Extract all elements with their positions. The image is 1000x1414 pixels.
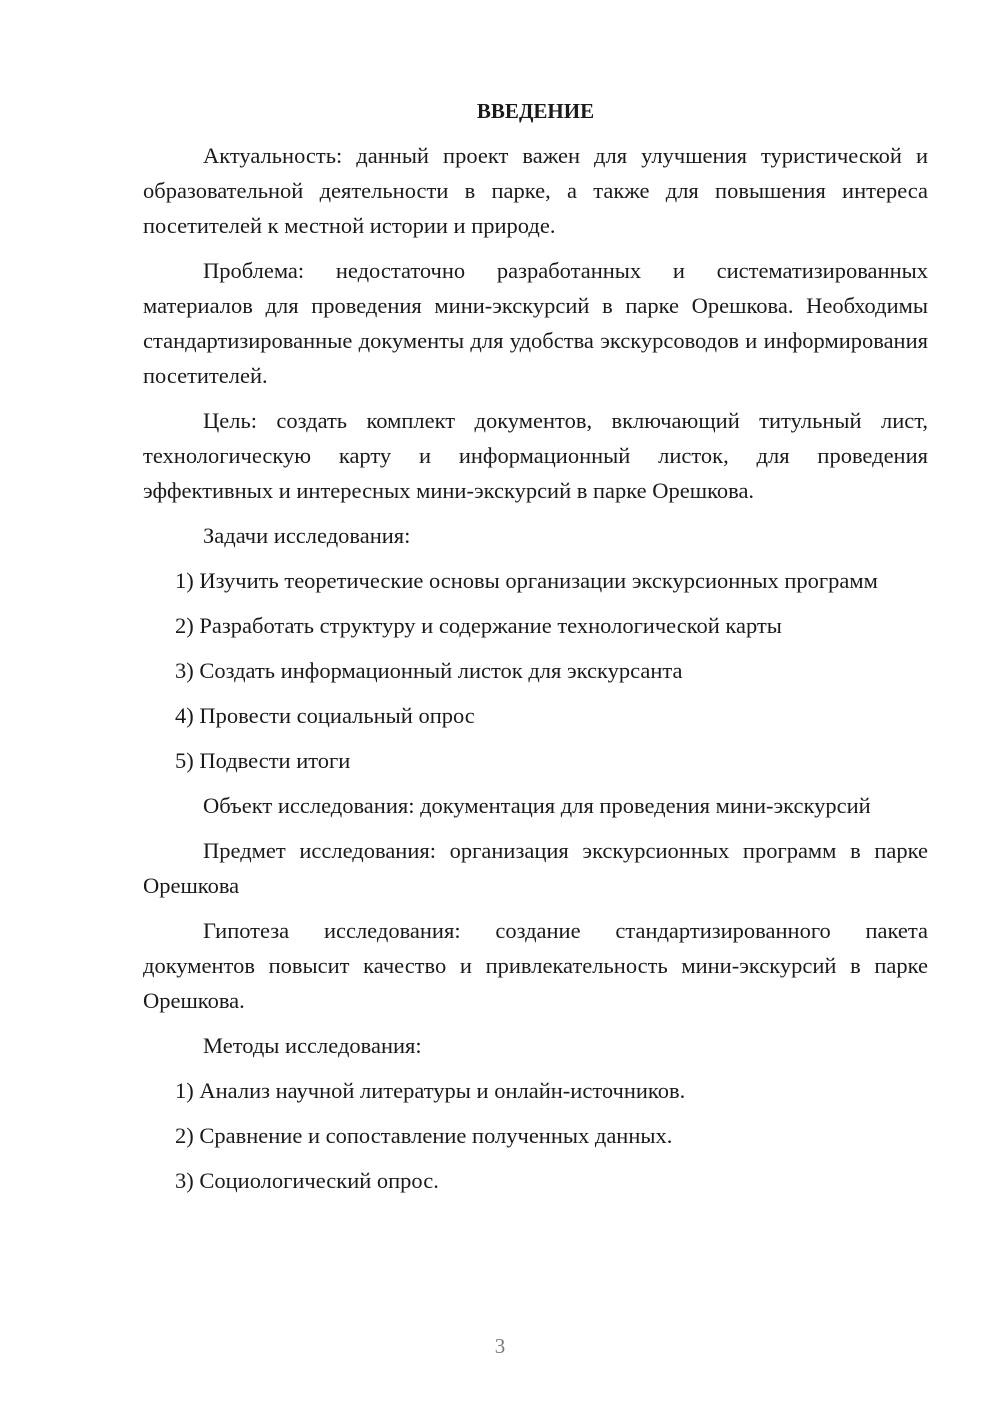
goal-paragraph: Цель: создать комплект документов, включающий титульный лист, технологическую карту и информационный листок, для проведения эффективных и интересных мини-экскурсий в парке Орешкова. [143, 408, 928, 503]
object-paragraph: Объект исследования: документация для проведения мини-экскурсий [203, 793, 871, 818]
subject-paragraph: Предмет исследования: организация экскурсионных программ в парке Орешкова [143, 838, 928, 898]
section-title: ВВЕДЕНИЕ [476, 99, 595, 123]
task-item-1: 1) Изучить теоретические основы организации экскурсионных программ [175, 568, 878, 593]
task-item-4: 4) Провести социальный опрос [175, 703, 475, 728]
method-item-3: 3) Социологический опрос. [175, 1168, 439, 1193]
document-body [143, 96, 928, 1208]
relevance-paragraph: Актуальность: данный проект важен для улучшения туристической и образовательной деятельности в парке, а также для повышения интереса посетителей к местной истории и природе. [143, 143, 928, 238]
hypothesis-paragraph: Гипотеза исследования: создание стандартизированного пакета документов повысит качество и привлекательность мини-экскурсий в парке Орешкова. [143, 918, 928, 1013]
problem-paragraph: Проблема: недостаточно разработанных и систематизированных материалов для проведения мини-экскурсий в парке Орешкова. Необходимы стандартизированные документы для удобства экскурсоводов и информирования посетителей. [143, 258, 928, 388]
task-item-5: 5) Подвести итоги [175, 748, 351, 773]
method-item-2: 2) Сравнение и сопоставление полученных данных. [175, 1123, 673, 1148]
tasks-heading: Задачи исследования: [203, 523, 411, 548]
methods-heading: Методы исследования: [203, 1033, 422, 1058]
method-item-1: 1) Анализ научной литературы и онлайн-источников. [175, 1078, 686, 1103]
page-number: 3 [494, 1334, 506, 1358]
task-item-2: 2) Разработать структуру и содержание технологической карты [175, 613, 782, 638]
task-item-3: 3) Создать информационный листок для экскурсанта [175, 658, 683, 683]
